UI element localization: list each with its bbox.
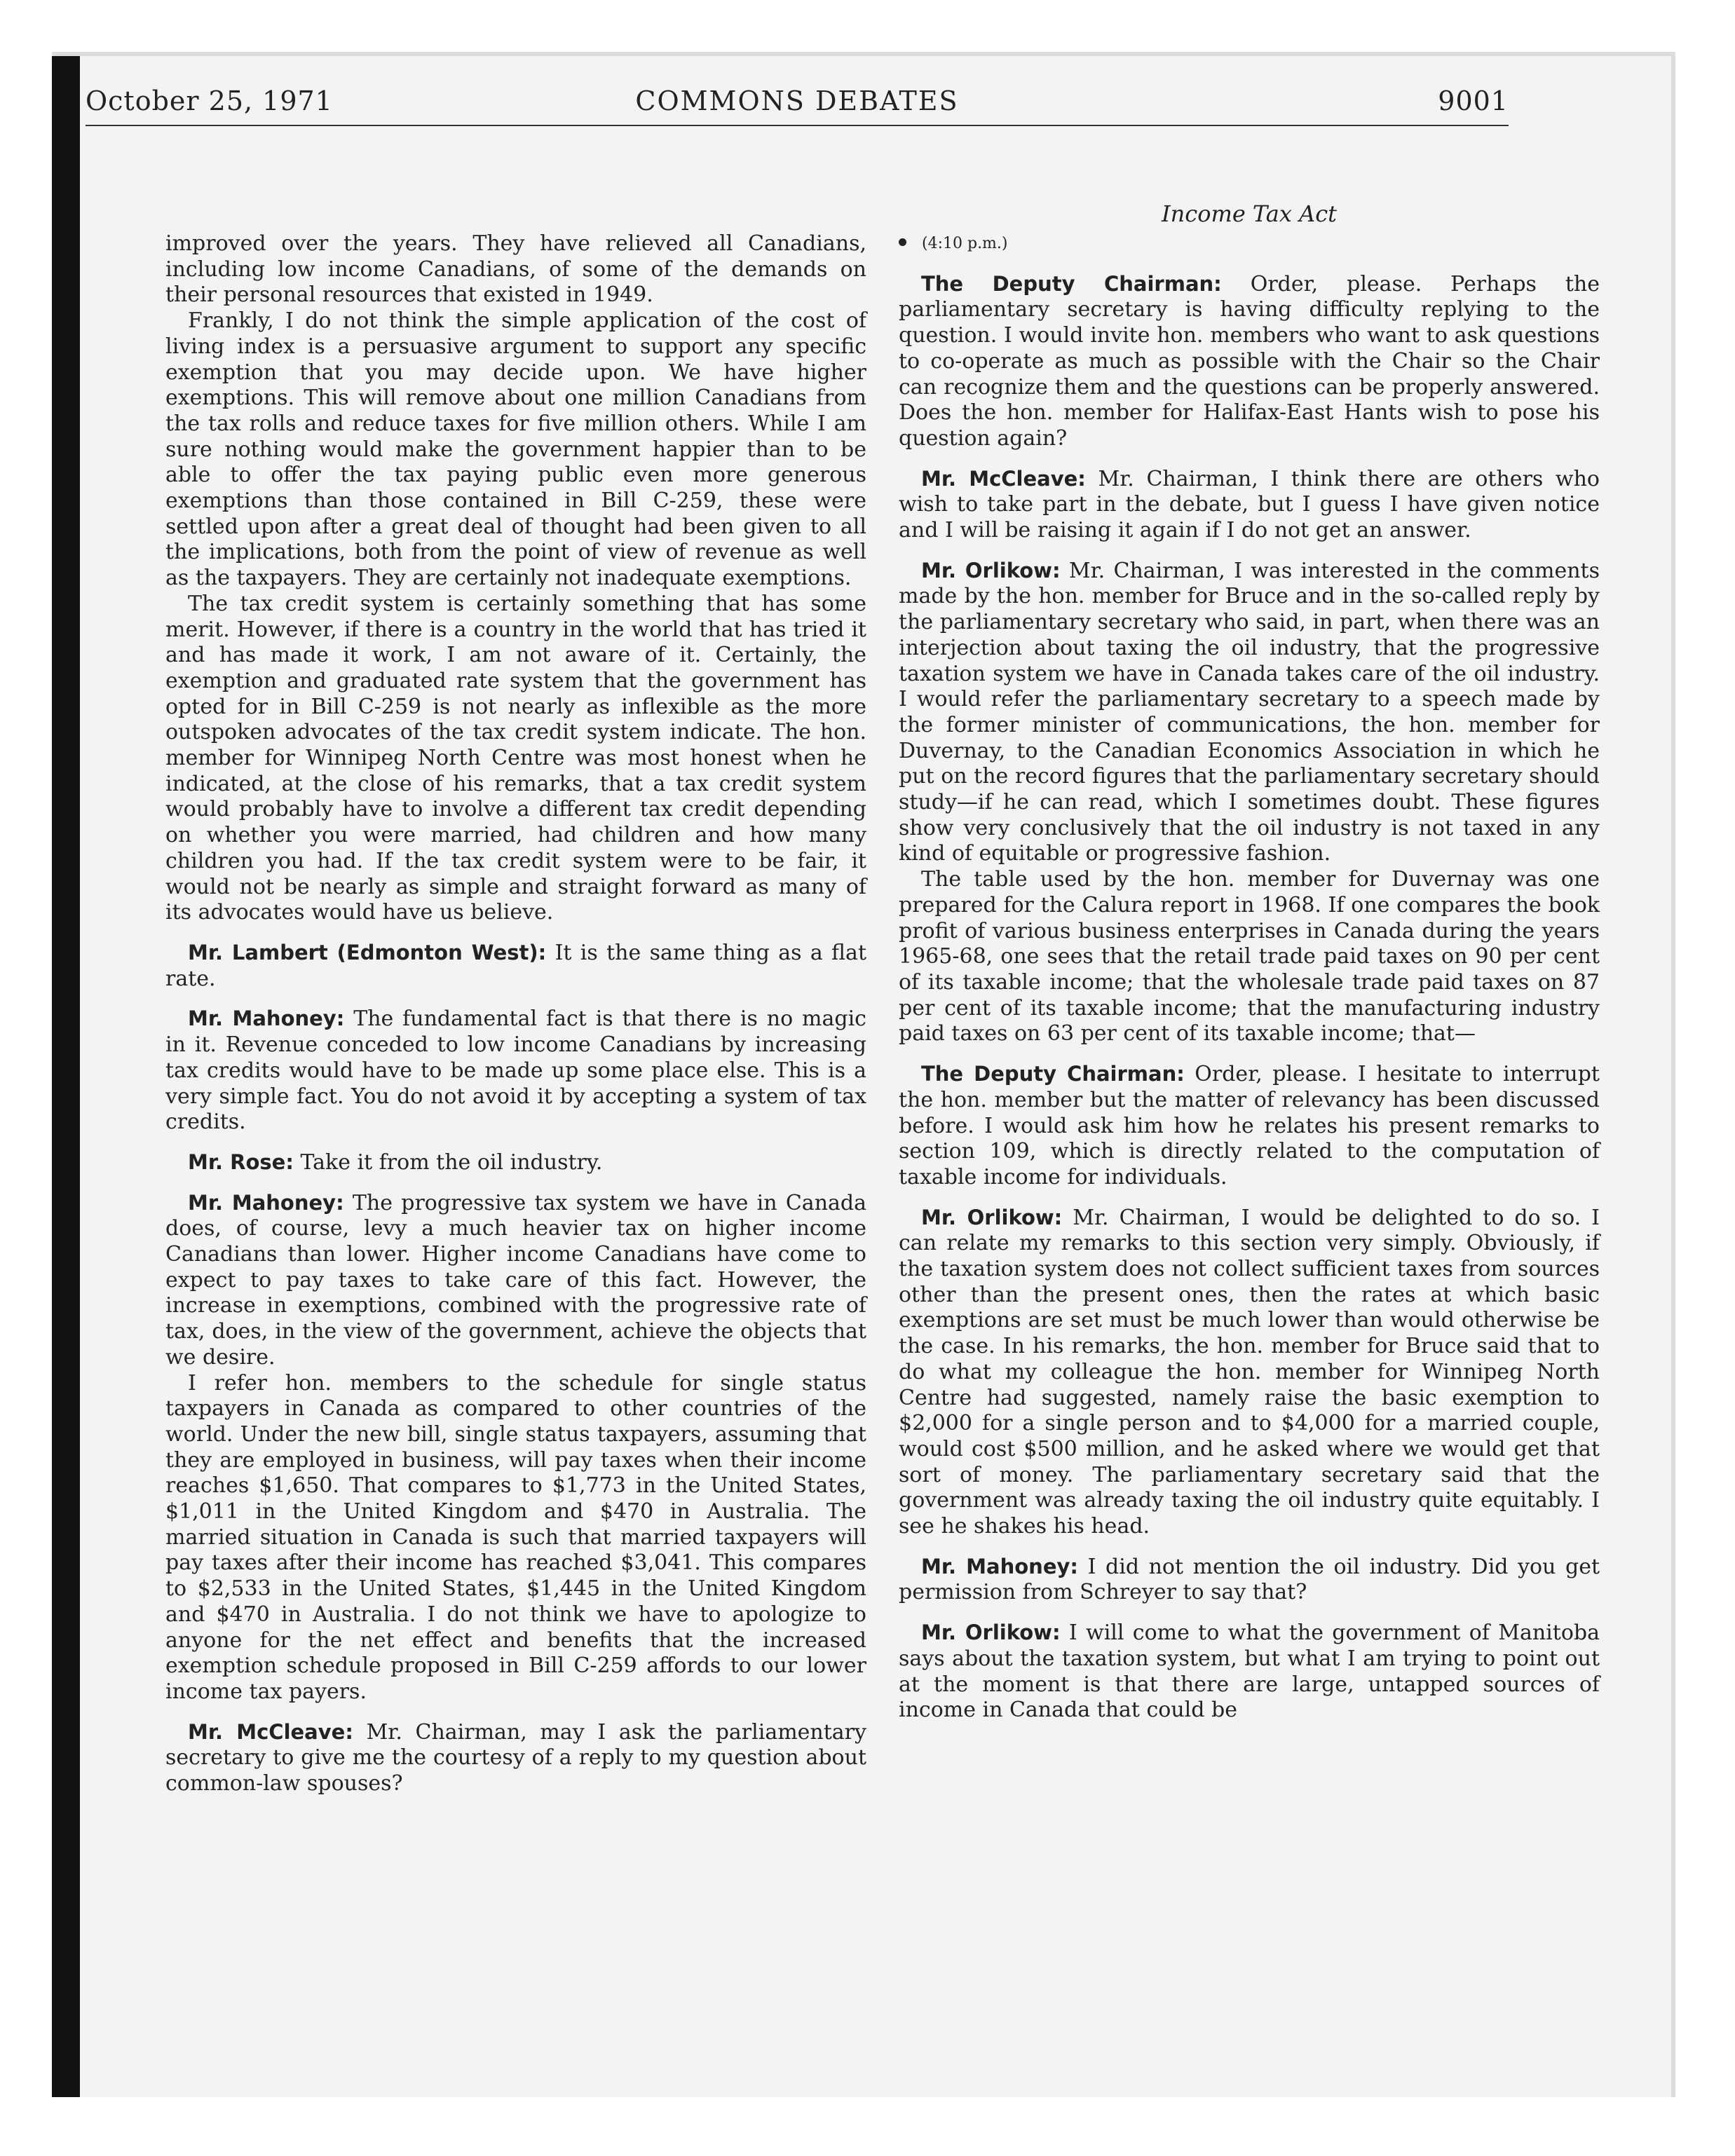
speech-paragraph: Mr. McCleave: Mr. Chairman, may I ask the parliamentary secretary to give me the courtesy of a reply to my question about common-law spouses? bbox=[165, 1719, 866, 1796]
speech-paragraph: Mr. Orlikow: Mr. Chairman, I was interested in the comments made by the hon. member for Bruce and in the so-called reply by the parliamentary secretary who said, in part, when there was an interjection about taxing the oil industry, that the progressive taxation system we have in Canada takes care of the oil industry. I would refer the parliamentary secretary to a speech made by the former minister of communications, the hon. member for Duvernay, to the Canadian Economics Association in which he put on the record figures that the parliamentary secretary should study—if he can read, which I sometimes doubt. These figures show very conclusively that the oil industry is not taxed in any kind of equitable or progressive fashion. bbox=[899, 558, 1600, 866]
speaker-name: Mr. Mahoney: bbox=[921, 1554, 1078, 1578]
speech-paragraph: Mr. McCleave: Mr. Chairman, I think there are others who wish to take part in the debate, but I guess I have given notice and I will be raising it again if I do not get an answer. bbox=[899, 466, 1600, 543]
speech-paragraph: Mr. Orlikow: Mr. Chairman, I would be delighted to do so. I can relate my remarks to this section very simply. Obviously, if the taxation system does not collect sufficient taxes from sources other than the present ones, then the rates at which basic exemptions are set must be much lower than would otherwise be the case. In his remarks, the hon. member for Bruce said that to do what my colleague the hon. member for Winnipeg North Centre had suggested, namely raise the basic exemption to $2,000 for a single person and to $4,000 for a married couple, would cost $500 million, and he asked where we would get that sort of money. The parliamentary secretary said that the government was already taxing the oil industry quite equitably. I see he shakes his head. bbox=[899, 1205, 1600, 1539]
speech-paragraph: The Deputy Chairman: Order, please. I hesitate to interrupt the hon. member but the matter of relevancy has been discussed before. I would ask him how he relates his present remarks to section 109, which is directly related to the computation of taxable income for individuals. bbox=[899, 1062, 1600, 1189]
speaker-name: Mr. Mahoney: bbox=[188, 1007, 345, 1031]
paragraph: The table used by the hon. member for Duvernay was one prepared for the Calura report in 1968. If one compares the book profit of various business enterprises in Canada during the years 1965-68, one sees that the retail trade paid taxes on 90 per cent of its taxable income; that the wholesale trade paid taxes on 87 per cent of its taxable income; that the manufacturing industry paid taxes on 63 per cent of its taxable income; that— bbox=[899, 867, 1600, 1046]
paragraph: Frankly, I do not think the simple application of the cost of living index is a persuasive argument to support any specific exemption that you may decide upon. We have higher exemptions. This will remove about one million Canadians from the tax rolls and reduce taxes for five million others. While I am sure nothing would make the government happier than to be able to offer the tax paying public even more generous exemptions than those contained in Bill C-259, these were settled upon after a great deal of thought had been given to all the implications, both from the point of view of revenue as well as the taxpayers. They are certainly not inadequate exemptions. bbox=[165, 308, 866, 591]
bullet-icon bbox=[899, 238, 906, 246]
header-title: COMMONS DEBATES bbox=[635, 86, 959, 116]
speech-paragraph: Mr. Mahoney: I did not mention the oil industry. Did you get permission from Schreyer to say that? bbox=[899, 1554, 1600, 1605]
speaker-name: Mr. Rose: bbox=[188, 1149, 294, 1174]
right-column bbox=[899, 231, 1600, 1724]
speaker-name: Mr. McCleave: bbox=[188, 1719, 353, 1744]
header-date: October 25, 1971 bbox=[86, 86, 333, 116]
page-header bbox=[86, 86, 1509, 126]
paragraph: The tax credit system is certainly something that has some merit. However, if there is a country in the world that has tried it and has made it work, I am not aware of it. Certainly, the exemption and graduated rate system that the government has opted for in Bill C-259 is not nearly as inflexible as the more outspoken advocates of the tax credit system indicate. The hon. member for Winnipeg North Centre was most honest when he indicated, at the close of his remarks, that a tax credit system would probably have to involve a different tax credit depending on whether you were married, had children and how many children you had. If the tax credit system were to be fair, it would not be nearly as simple and straight forward as many of its advocates would have us believe. bbox=[165, 591, 866, 925]
speaker-name: Mr. Orlikow: bbox=[921, 1621, 1061, 1645]
speaker-name: The Deputy Chairman: bbox=[921, 1062, 1185, 1086]
speech-paragraph: Mr. Lambert (Edmonton West): It is the same thing as a flat rate. bbox=[165, 940, 866, 991]
running-title: Income Tax Act bbox=[1162, 200, 1337, 227]
scan-border-right bbox=[1671, 52, 1675, 2097]
speech-paragraph: Mr. Rose: Take it from the oil industry. bbox=[188, 1149, 603, 1175]
speech-paragraph: Mr. Orlikow: I will come to what the government of Manitoba says about the taxation system, but what I am trying to point out at the moment is that there are large, untapped sources of income in Canada that could be bbox=[899, 1621, 1600, 1723]
speech-paragraph: Mr. Mahoney: The fundamental fact is that there is no magic in it. Revenue conceded to low income Canadians by increasing tax credits would have to be made up some place else. This is a very simple fact. You do not avoid it by accepting a system of tax credits. bbox=[165, 1007, 866, 1135]
paragraph: improved over the years. They have relieved all Canadians, including low income Canadians, of some of the demands on their personal resources that existed in 1949. bbox=[165, 231, 866, 308]
header-page-number: 9001 bbox=[1438, 86, 1509, 116]
speaker-name: Mr. Orlikow: bbox=[921, 558, 1061, 582]
speech-paragraph: Mr. Mahoney: The progressive tax system we have in Canada does, of course, levy a much heavier tax on higher income Canadians than lower. Higher income Canadians have come to expect to pay taxes to take care of this fact. However, the increase in exemptions, combined with the progressive rate of tax, does, in the view of the government, achieve the objects that we desire. bbox=[165, 1190, 866, 1370]
speech-paragraph: The Deputy Chairman: Order, please. Perhaps the parliamentary secretary is having difficulty replying to the question. I would invite hon. members who want to ask questions to co-operate as much as possible with the Chair so the Chair can recognize them and the questions can be properly answered. Does the hon. member for Halifax-East Hants wish to pose his question again? bbox=[899, 271, 1600, 451]
speaker-name: Mr. Mahoney: bbox=[188, 1190, 344, 1215]
speaker-name: Mr. McCleave: bbox=[921, 466, 1086, 491]
speaker-name: Mr. Lambert (Edmonton West): bbox=[188, 940, 547, 964]
speaker-name: The Deputy Chairman: bbox=[921, 271, 1222, 296]
scan-border-left bbox=[52, 52, 80, 2097]
speaker-name: Mr. Orlikow: bbox=[921, 1205, 1063, 1229]
time-stamp: (4:10 p.m.) bbox=[899, 231, 1600, 257]
left-column bbox=[165, 231, 866, 1797]
paragraph: I refer hon. members to the schedule for single status taxpayers in Canada as compared to other countries of the world. Under the new bill, single status taxpayers, assuming that they are employed in business, will pay taxes when their income reaches $1,650. That compares to $1,773 in the United States, $1,011 in the United Kingdom and $470 in Australia. The married situation in Canada is such that married taxpayers will pay taxes after their income has reached $3,041. This compares to $2,533 in the United States, $1,445 in the United Kingdom and $470 in Australia. I do not think we have to apologize to anyone for the net effect and benefits that the increased exemption schedule proposed in Bill C-259 affords to our lower income tax payers. bbox=[165, 1370, 866, 1704]
